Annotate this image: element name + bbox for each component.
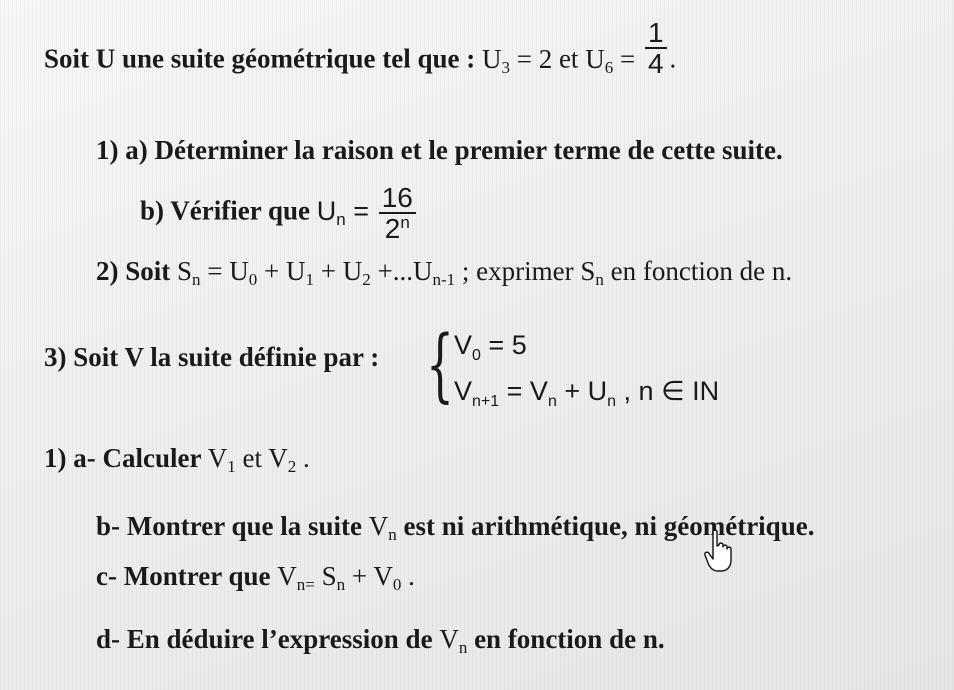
question-c: c- Montrer que $V_{n=}$ $S_n + V_0$ . [96, 561, 415, 594]
fraction-numerator: 16 [379, 183, 416, 214]
system-brace: { [426, 318, 454, 411]
un-fraction [379, 183, 416, 244]
system-line-2: $V_{n+1} = V_n + U_n$ , n ∈ IN [454, 376, 720, 410]
q2-instruction: ; exprimer $S_n$ en fonction de n. [455, 256, 793, 289]
hand-cursor-icon [704, 528, 734, 574]
u6-term: $U_6$ = [585, 43, 636, 77]
intro-lead: Soit U une suite géométrique tel que : [44, 43, 476, 74]
question-1b [140, 183, 419, 244]
un-term: $U_n$ = [316, 195, 369, 229]
question-3-lead: 3) Soit V la suite définie par : [44, 342, 380, 372]
system-line-1: $V_0 = 5$ [454, 330, 527, 364]
intro-line [44, 17, 677, 80]
fraction-denominator: 4 [647, 48, 664, 80]
question-1a-calc: 1) a- Calculer $V_1$ et $V_2$ . [44, 443, 310, 476]
intro-end: . [669, 43, 677, 74]
fraction-denominator: 2$^n$ [384, 213, 410, 245]
u3-term: $U_3 = 2$ [481, 43, 553, 77]
question-1a: 1) a) Déterminer la raison et le premier terme de cette suite. [96, 135, 783, 165]
u6-fraction [645, 18, 667, 79]
et-word: et [552, 43, 586, 74]
fraction-numerator: 1 [645, 18, 667, 49]
question-d: d- En déduire l’expression de $V_n$ en fonction de n. [96, 624, 665, 657]
question-b: b- Montrer que la suite $V_n$ est ni arithmétique, ni géométrique. [96, 511, 815, 544]
sn-sum: $S_n = U_0 + U_1 + U_2 +...U_{n-1}$ [177, 256, 456, 289]
q1b-lead: b) Vérifier que [140, 195, 310, 226]
q2-lead: 2) Soit [96, 256, 177, 286]
question-2 [96, 258, 792, 288]
